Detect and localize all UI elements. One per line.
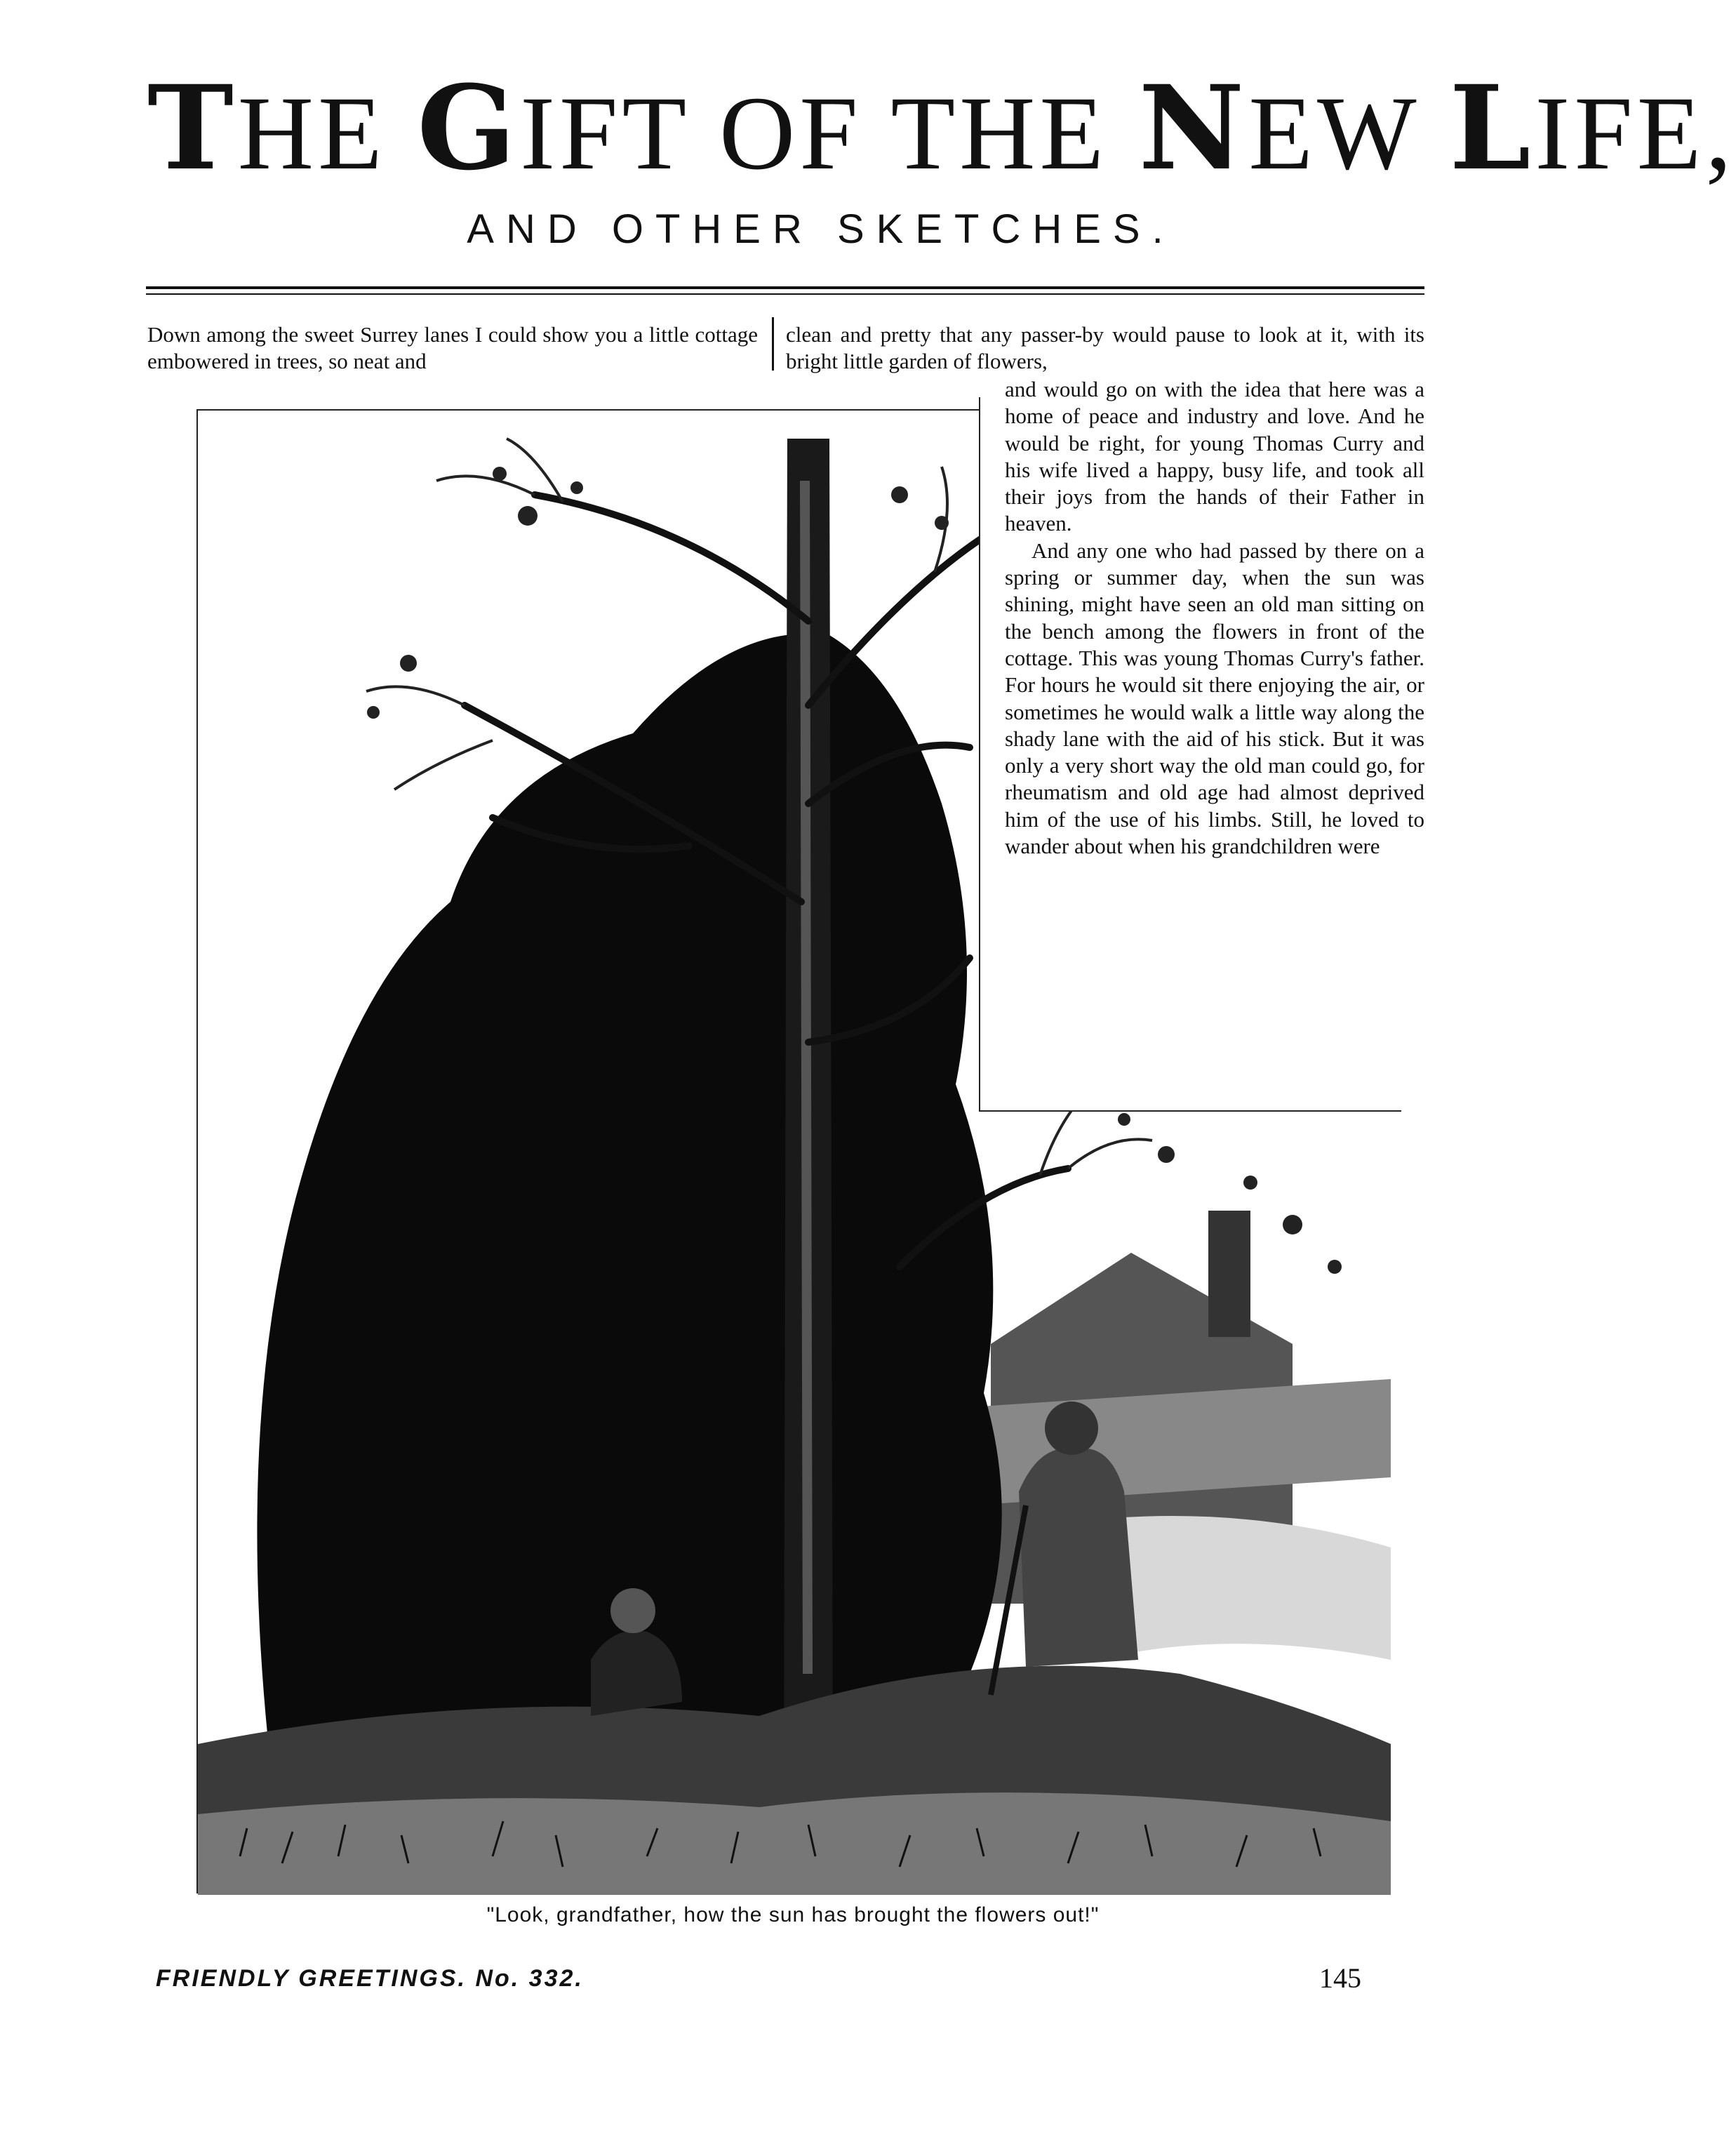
header-rule-thin — [146, 293, 1424, 295]
left-column-text: Down among the sweet Surrey lanes I could show you a little cottage embowered in trees, so neat and — [147, 322, 758, 374]
illustration-caption: "Look, grandfather, how the sun has brought the flowers out!" — [486, 1903, 1100, 1926]
article-subtitle: AND OTHER SKETCHES. — [467, 206, 1175, 252]
title-word-1: THE — [147, 60, 418, 196]
magazine-footer: FRIENDLY GREETINGS. No. 332. — [156, 1965, 584, 1992]
page-number: 145 — [1319, 1962, 1361, 1994]
right-column-text: clean and pretty that any passer-by would pause to look at it, with its bright little garden of flowers, — [786, 322, 1424, 374]
title-word-2: GIFT OF THE — [417, 60, 1139, 196]
title-word-4: LIFE, — [1449, 60, 1736, 196]
column-divider — [772, 317, 774, 371]
article-title — [147, 60, 1736, 196]
title-word-3: NEW — [1138, 60, 1450, 196]
wrapped-column-text: and would go on with the idea that here was a home of peace and industry and love. And he would be right, for young Thomas Curry and his wife lived a happy, busy life, and took all their joys from the hands of their Father in heaven. And any one who had passed by there on a spring or summer day, when the sun was shining, might have seen an old man sitting on the bench among the flowers in front of the cottage. This was young Thomas Curry's father. For hours he would sit there enjoying the air, or sometimes he would walk a little way along the shady lane with the aid of his stick. But it was only a very short way the old man could go, for rheumatism and old age had almost deprived him of the use of his limbs. Still, he loved to wander about when his grandchildren were — [1005, 377, 1424, 859]
header-rule-thick — [146, 286, 1424, 289]
